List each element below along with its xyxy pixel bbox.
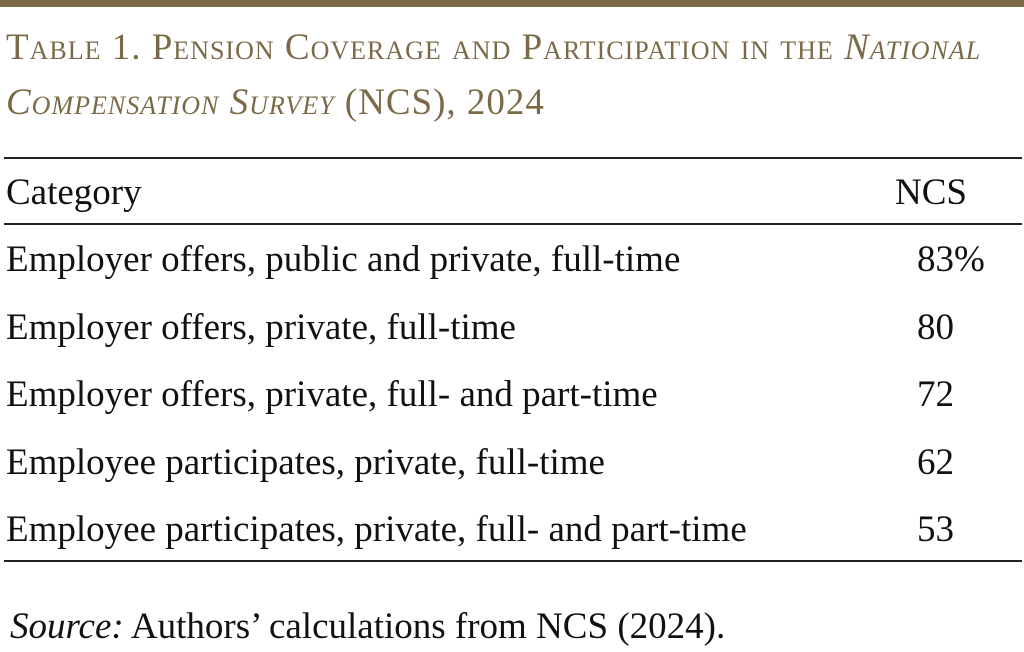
row-value: 83%	[917, 239, 985, 280]
row-category: Employee participates, private, full- and part-time	[6, 509, 747, 550]
row-category: Employee participates, private, full-time	[6, 442, 605, 483]
row-category: Employer offers, private, full- and part-time	[6, 374, 658, 415]
table-title	[6, 20, 1016, 130]
row-value: 72	[917, 374, 954, 415]
title-text: Table 1. Pension Coverage and Participation in the	[6, 27, 845, 68]
column-header-category: Category	[6, 172, 142, 213]
top-rule	[0, 0, 1024, 7]
table-top-rule	[4, 157, 1022, 159]
row-value: 53	[917, 509, 954, 550]
header-rule	[4, 223, 1022, 225]
source-note	[10, 605, 725, 649]
source-text: Authors’ calculations from NCS (2024).	[123, 606, 726, 647]
column-header-ncs: NCS	[895, 172, 967, 213]
table-bottom-rule	[4, 560, 1022, 562]
title-suffix: (NCS), 2024	[334, 82, 545, 123]
source-label: Source:	[10, 606, 124, 647]
row-value: 80	[917, 307, 954, 348]
row-category: Employer offers, private, full-time	[6, 307, 516, 348]
row-category: Employer offers, public and private, full-time	[6, 239, 681, 280]
row-value: 62	[917, 442, 954, 483]
title-survey-name: National Compensation Survey	[6, 27, 982, 123]
